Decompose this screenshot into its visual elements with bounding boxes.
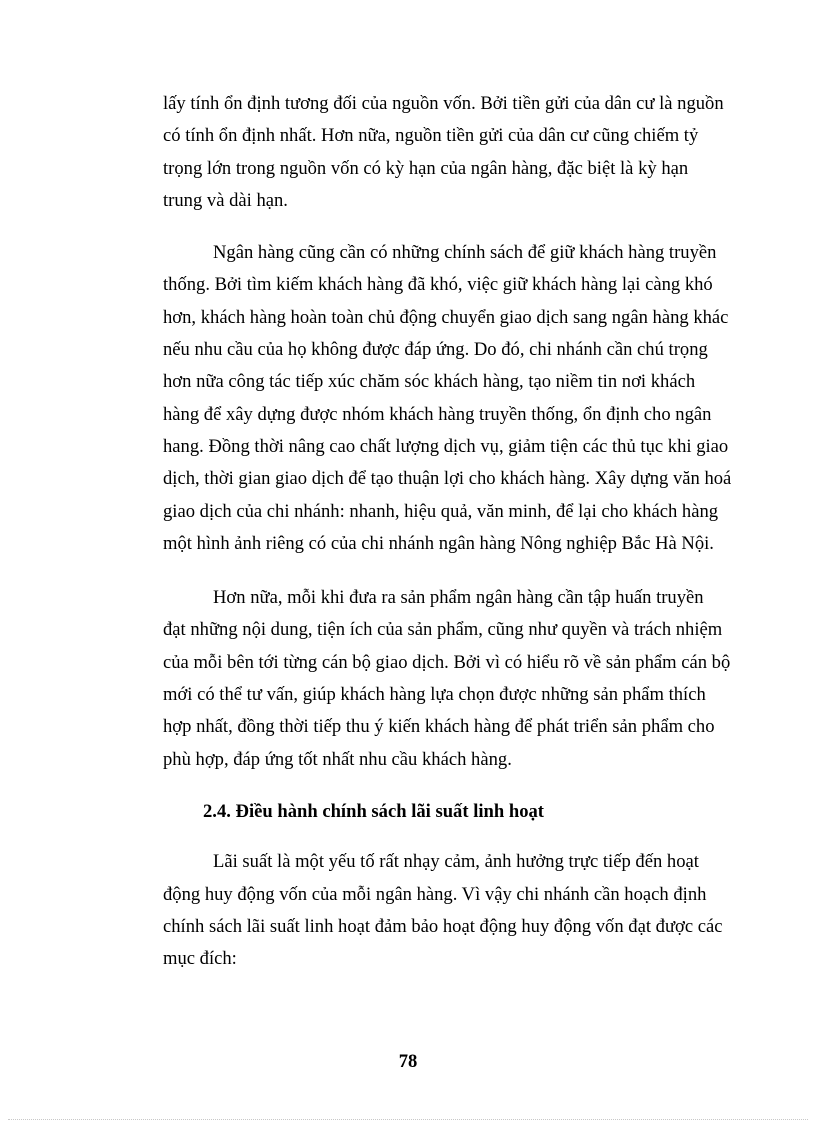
text-line: đạt những nội dung, tiện ích của sản phẩm, cũng như quyền và trách nhiệm bbox=[163, 619, 723, 641]
paragraph-customer-retention bbox=[163, 237, 753, 560]
text-line: trung và dài hạn. bbox=[163, 189, 288, 211]
paragraph-spacer bbox=[163, 560, 753, 582]
page-bottom-divider bbox=[8, 1119, 808, 1120]
text-line: hợp nhất, đồng thời tiếp thu ý kiến khách hàng để phát triển sản phẩm cho bbox=[163, 716, 715, 738]
text-line: Lãi suất là một yếu tố rất nhạy cảm, ảnh hưởng trực tiếp đến hoạt bbox=[213, 851, 699, 873]
text-line: mới có thể tư vấn, giúp khách hàng lựa chọn được những sản phẩm thích bbox=[163, 684, 706, 706]
text-line: một hình ảnh riêng có của chi nhánh ngân hàng Nông nghiệp Bắc Hà Nội. bbox=[163, 532, 714, 554]
text-line: chính sách lãi suất linh hoạt đảm bảo hoạt động huy động vốn đạt được các bbox=[163, 915, 723, 937]
text-line: nếu nhu cầu của họ không được đáp ứng. Do đó, chi nhánh cần chú trọng bbox=[163, 339, 708, 361]
text-line: động huy động vốn của mỗi ngân hàng. Vì vậy chi nhánh cần hoạch định bbox=[163, 883, 707, 905]
paragraph-product-training bbox=[163, 582, 753, 776]
text-line: Hơn nữa, mỗi khi đưa ra sản phẩm ngân hàng cần tập huấn truyền bbox=[213, 587, 704, 609]
text-line: phù hợp, đáp ứng tốt nhất nhu cầu khách hàng. bbox=[163, 748, 512, 770]
text-line: thống. Bởi tìm kiếm khách hàng đã khó, việc giữ khách hàng lại càng khó bbox=[163, 274, 713, 296]
paragraph-continuation bbox=[163, 88, 753, 217]
paragraph-interest-rate bbox=[163, 846, 753, 975]
paragraph-spacer bbox=[163, 217, 753, 237]
section-heading: 2.4. Điều hành chính sách lãi suất linh hoạt bbox=[203, 800, 544, 822]
text-line: Ngân hàng cũng cần có những chính sách để giữ khách hàng truyền bbox=[213, 242, 717, 264]
text-line: hàng để xây dựng được nhóm khách hàng truyền thống, ổn định cho ngân bbox=[163, 403, 712, 425]
text-line: mục đích: bbox=[163, 948, 237, 970]
page-number: 78 bbox=[398, 1051, 418, 1072]
text-line: dịch, thời gian giao dịch để tạo thuận lợi cho khách hàng. Xây dựng văn hoá bbox=[163, 468, 732, 490]
text-line: có tính ổn định nhất. Hơn nữa, nguồn tiền gửi của dân cư cũng chiếm tỷ bbox=[163, 125, 699, 147]
text-line: lấy tính ổn định tương đối của nguồn vốn. Bởi tiền gửi của dân cư là nguồn bbox=[163, 93, 724, 114]
text-line: giao dịch của chi nhánh: nhanh, hiệu quả, văn minh, để lại cho khách hàng bbox=[163, 500, 719, 522]
text-line: hơn nữa công tác tiếp xúc chăm sóc khách hàng, tạo niềm tin nơi khách bbox=[163, 371, 696, 393]
text-line: của mỗi bên tới từng cán bộ giao dịch. Bởi vì có hiểu rõ về sản phẩm cán bộ bbox=[163, 651, 731, 673]
text-line: hơn, khách hàng hoàn toàn chủ động chuyển giao dịch sang ngân hàng khác bbox=[163, 306, 729, 328]
paragraph-spacer bbox=[163, 776, 753, 796]
text-line: hang. Đồng thời nâng cao chất lượng dịch vụ, giảm tiện các thủ tục khi giao bbox=[163, 435, 729, 457]
page-body bbox=[163, 88, 753, 975]
paragraph-spacer bbox=[163, 828, 753, 846]
text-line: trọng lớn trong nguồn vốn có kỳ hạn của ngân hàng, đặc biệt là kỳ hạn bbox=[163, 157, 689, 179]
